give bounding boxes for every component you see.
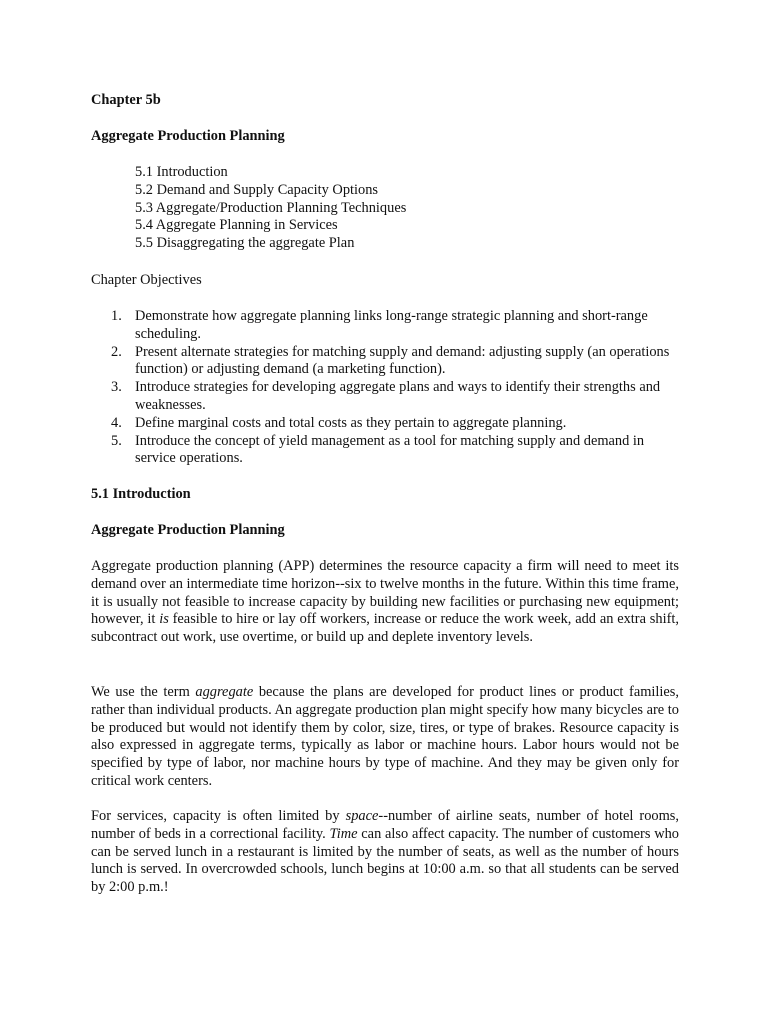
objective-item (111, 432, 679, 469)
toc-item: 5.1 Introduction (135, 164, 228, 180)
paragraph-text: For services, capacity is often limited by (91, 808, 346, 824)
objective-text: Demonstrate how aggregate planning links long-range strategic planning and short-range scheduling. (135, 308, 648, 342)
objective-item (111, 414, 679, 433)
paragraph-text: --number of airline seats, number of hotel rooms, number of beds in a correctional facility. (91, 808, 679, 842)
objective-number: 4. (111, 414, 122, 431)
objective-number: 5. (111, 432, 122, 449)
paragraph-text: because the plans are developed for product lines or product families, rather than individual products. An aggregate production plan might specify how many bicycles are to be produced but would not identify them by color, size, tires, or type of brakes. Resource capacity is also expressed in aggregate terms, typically as labor or machine hours. Labor hours would not be specified by type of labor, nor machine hours by type of machine. And they may be given only for critical work centers. (91, 684, 679, 789)
paragraph-text: Aggregate production planning (APP) determines the resource capacity a firm will need to meet its demand over an intermediate time horizon--six to twelve months in the future. Within this time frame, it is usually not feasible to increase capacity by building new facilities or purchasing new equipment; however, it (91, 558, 679, 628)
objectives-heading: Chapter Objectives (91, 272, 202, 288)
objective-number: 2. (111, 343, 122, 360)
emphasis-text: aggregate (195, 684, 254, 700)
objective-text: Introduce strategies for developing aggregate plans and ways to identify their strengths and weaknesses. (135, 379, 661, 413)
paragraph-2 (91, 684, 679, 791)
objectives-list (111, 308, 679, 468)
paragraph-1 (91, 558, 679, 647)
emphasis-text: is (159, 611, 169, 628)
toc-item: 5.4 Aggregate Planning in Services (135, 217, 338, 234)
subsection-heading: Aggregate Production Planning (91, 522, 285, 538)
chapter-label: Chapter 5b (91, 92, 161, 108)
section-heading: 5.1 Introduction (91, 486, 191, 502)
objective-number: 3. (111, 379, 122, 396)
toc-item: 5.2 Demand and Supply Capacity Options (135, 181, 379, 198)
paragraph-text: We use the term (91, 684, 196, 700)
objective-number: 1. (111, 308, 122, 324)
objective-item (111, 379, 679, 415)
paragraph-text: feasible to hire or lay off workers, increase or reduce the work week, add an extra shift, subcontract out work, use overtime, or build up and deplete inventory levels. (91, 611, 679, 646)
objective-text: Present alternate strategies for matching supply and demand: adjusting supply (an operations function) or adjusting demand (a marketing function). (135, 343, 670, 378)
paragraph-text: can also affect capacity. The number of customers who can be served lunch in a restaurant is limited by the number of seats, as well as the number of hours lunch is served. In overcrowded schools, lunch begins at 10:00 a.m. so that all students can be served by 2:00 p.m.! (91, 825, 679, 896)
objective-text: Define marginal costs and total costs as they pertain to aggregate planning. (135, 414, 567, 431)
objective-text: Introduce the concept of yield management as a tool for matching supply and demand in service operations. (135, 432, 645, 467)
emphasis-text: space (345, 808, 379, 824)
toc-item: 5.3 Aggregate/Production Planning Techniques (135, 199, 407, 216)
toc-item: 5.5 Disaggregating the aggregate Plan (135, 235, 355, 252)
table-of-contents (135, 164, 406, 253)
objective-item (111, 308, 679, 344)
paragraph-3 (91, 808, 679, 897)
objective-item (111, 343, 679, 380)
emphasis-text: Time (329, 825, 358, 842)
document-title: Aggregate Production Planning (91, 128, 285, 144)
